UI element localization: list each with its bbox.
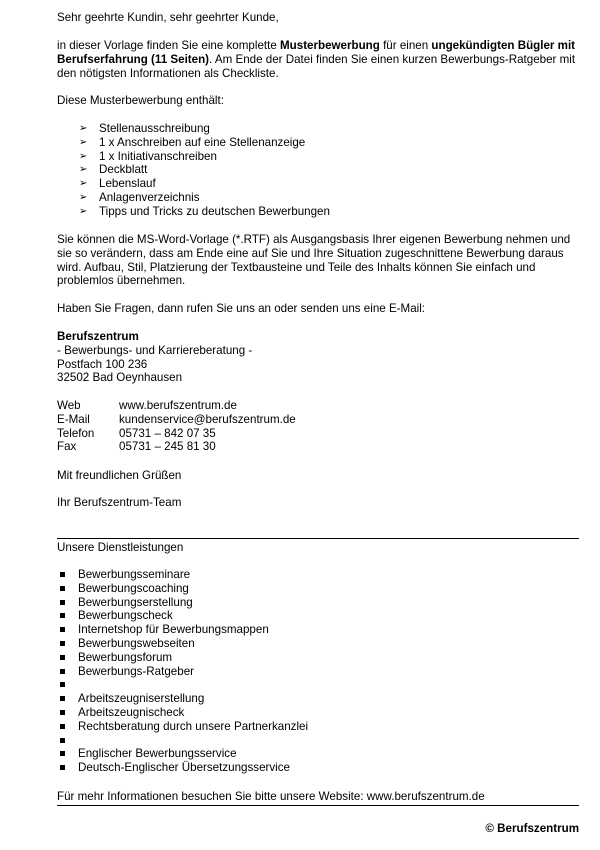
list-item-text: 1 x Anschreiben auf eine Stellenanzeige [99,135,306,149]
contact-row-phone [57,427,296,441]
list-item [57,568,579,582]
signature: Ihr Berufszentrum-Team [57,496,182,509]
list-item [57,637,579,651]
list-item-text: Bewerbungs-Ratgeber [78,664,195,678]
contact-label: Web [57,399,81,412]
square-bullet-icon [60,613,65,618]
square-bullet-icon [60,669,65,674]
contact-row-web [57,399,296,413]
list-item-text: Arbeitszeugnischeck [78,705,185,719]
address-city: 32502 Bad Oeynhausen [57,371,183,385]
square-bullet-icon [60,600,65,605]
fax-value: 05731 – 245 81 30 [119,440,216,454]
intro-text-3: . Am Ende der Datei finden Sie einen kurzen Bewerbungs-Ratgeber mit den nötigsten Informationen als Checkliste. [57,52,576,80]
list-item-text: Internetshop für Bewerbungsmappen [78,623,269,637]
list-item-text: Bewerbungscoaching [78,581,189,595]
arrow-bullet-icon: ➢ [79,123,88,134]
list-item-text: Deckblatt [99,163,148,177]
list-item [57,692,579,706]
arrow-bullet-icon: ➢ [79,164,88,176]
contents-list [57,122,579,219]
questions-line: Haben Sie Fragen, dann rufen Sie uns an oder senden uns eine E-Mail: [57,302,426,315]
square-bullet-icon [60,710,65,715]
services-heading: Unsere Dienstleistungen [57,541,184,554]
list-item [57,582,579,596]
company-tagline: - Bewerbungs- und Karriereberatung - [57,343,253,357]
square-bullet-icon [60,738,65,743]
list-item [57,747,579,761]
list-item-text: Bewerbungsforum [78,650,173,664]
list-item-text: Lebenslauf [99,177,156,191]
list-item-text: Bewerbungsseminare [78,568,191,581]
copyright: © Berufszentrum [485,822,579,835]
salutation: Sehr geehrte Kundin, sehr geehrter Kunde, [57,11,279,24]
footer-divider [57,805,579,806]
list-item-text: Anlagenverzeichnis [99,190,200,204]
list-item-text: Bewerbungswebseiten [78,636,195,650]
list-item [57,651,579,665]
address-block [57,330,579,385]
list-item-text: Stellenausschreibung [99,122,210,135]
contact-row-email [57,413,296,427]
list-item [57,761,579,775]
list-item-text: Deutsch-Englischer Übersetzungsservice [78,761,290,775]
template-usage-paragraph: Sie können die MS-Word-Vorlage (*.RTF) als Ausgangsbasis Ihrer eigenen Bewerbung nehmen und sie so verändern, dass am Ende eine auf Sie und Ihre Situation zugeschnittene Bewerbung daraus wird. Aufbau, Stil, Platzierung der Textbausteine und Teile des Inhalts können Sie einfach und problemlos übernehmen. [57,233,571,288]
arrow-bullet-icon: ➢ [79,191,88,203]
list-item [57,720,579,734]
intro-bold-1: Musterbewerbung [280,39,380,52]
intro-text-2: für einen [379,39,432,52]
document-page [57,0,579,850]
more-info-line: Für mehr Informationen besuchen Sie bitte unsere Website: www.berufszentrum.de [57,790,485,803]
intro-paragraph [57,39,579,80]
list-item [57,163,579,177]
list-item-text: Bewerbungscheck [78,609,173,623]
intro-bold-2: ungekündigten Bügler mit Berufserfahrung (11 Seiten) [57,39,576,66]
list-item [57,623,579,637]
list-item-text: Englischer Bewerbungsservice [78,747,237,761]
list-item [57,665,579,679]
section-divider [57,538,579,539]
list-item [57,150,579,164]
intro-text-1: in dieser Vorlage finden Sie eine komplette [57,39,280,52]
list-item [57,678,579,692]
list-item [57,596,579,610]
contact-label: E-Mail [57,412,90,426]
closing: Mit freundlichen Grüßen [57,469,182,482]
arrow-bullet-icon: ➢ [79,150,88,162]
square-bullet-icon [60,751,65,756]
square-bullet-icon [60,724,65,729]
list-item [57,177,579,191]
arrow-bullet-icon: ➢ [79,136,88,148]
list-item [57,136,579,150]
square-bullet-icon [60,627,65,632]
list-item-text: Arbeitszeugniserstellung [78,692,205,706]
square-bullet-icon [60,572,65,577]
contact-table [57,399,296,454]
contact-label: Fax [57,440,77,454]
website-link[interactable]: www.berufszentrum.de [119,399,237,412]
company-name: Berufszentrum [57,330,139,343]
contact-row-fax [57,440,296,454]
list-item-text: Rechtsberatung durch unsere Partnerkanzlei [78,719,309,733]
list-item [57,122,579,136]
square-bullet-icon [60,641,65,646]
services-list [57,568,579,775]
list-item-text: 1 x Initiativanschreiben [99,149,217,163]
list-item [57,734,579,748]
address-street: Postfach 100 236 [57,357,148,371]
list-item-text: Tipps und Tricks zu deutschen Bewerbungen [99,204,330,218]
list-item [57,706,579,720]
arrow-bullet-icon: ➢ [79,205,88,217]
contact-label: Telefon [57,426,95,440]
list-item [57,191,579,205]
list-item-text: Bewerbungserstellung [78,595,193,609]
email-link[interactable]: kundenservice@berufszentrum.de [119,412,296,426]
arrow-bullet-icon: ➢ [79,178,88,190]
square-bullet-icon [60,655,65,660]
square-bullet-icon [60,765,65,770]
list-item [57,205,579,219]
square-bullet-icon [60,696,65,701]
phone-value: 05731 – 842 07 35 [119,426,216,440]
square-bullet-icon [60,682,65,687]
list-item [57,609,579,623]
contains-heading: Diese Musterbewerbung enthält: [57,94,224,107]
square-bullet-icon [60,586,65,591]
